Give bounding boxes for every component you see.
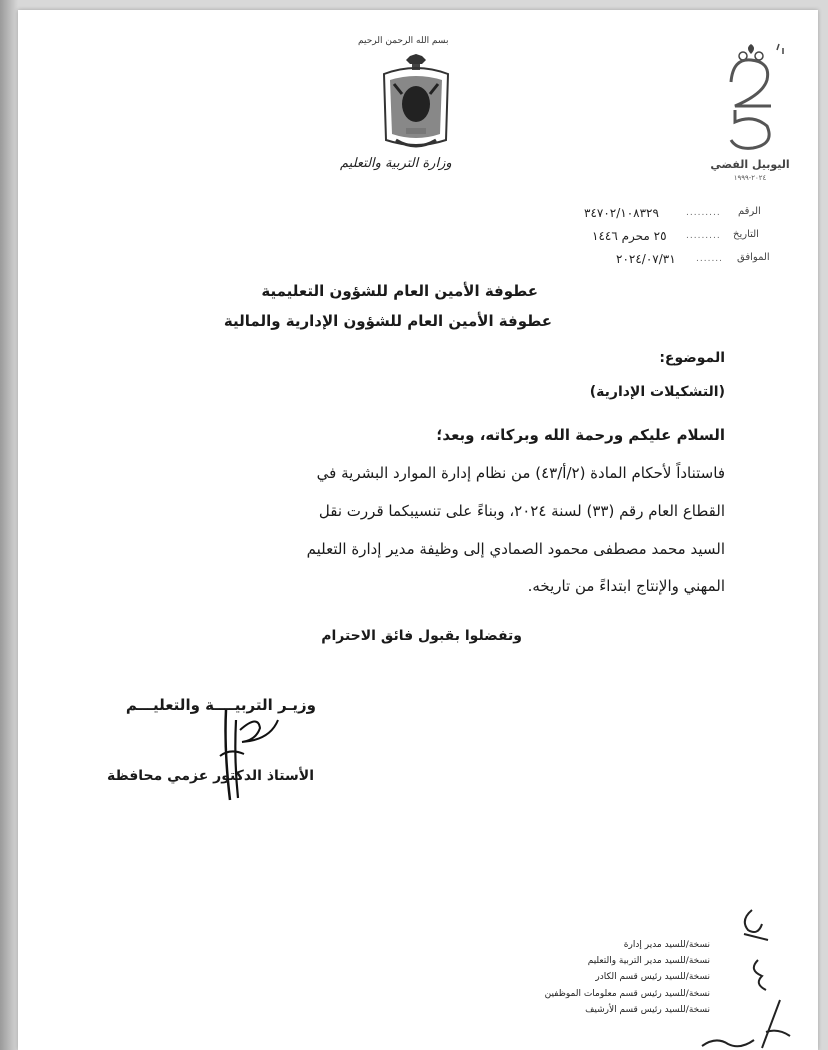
addressee-1: عطوفة الأمين العام للشؤون التعليمية <box>261 282 538 300</box>
body-line-4: المهني والإنتاج ابتداءً من تاريخه. <box>527 577 725 595</box>
scan-edge-shadow <box>0 0 18 1050</box>
handwritten-margin-note <box>718 900 808 1050</box>
basmala: بسم الله الرحمن الرحيم <box>358 36 449 46</box>
cc-item: نسخة/للسيد رئيس قسم الأرشيف <box>585 1005 710 1015</box>
letter-page <box>18 10 818 1050</box>
reference-date-value: ٢٥ محرم ١٤٤٦ <box>592 229 667 243</box>
jubilee-title: اليوبيل الفضي <box>710 158 790 171</box>
signature-title: وزيـر التربيــــة والتعليـــم <box>125 696 316 714</box>
body-line-1: فاستناداً لأحكام المادة (٢/أ/٤٣) من نظام إدارة الموارد البشرية في <box>316 464 725 482</box>
coat-of-arms-icon <box>376 54 456 154</box>
reference-corresponding-dots: ....... <box>696 254 724 264</box>
reference-date-dots: ......... <box>686 231 721 241</box>
reference-number-value: ٣٤٧٠٢/١٠٨٣٢٩ <box>584 206 659 220</box>
jubilee-years: ٢٠٢٤-١٩٩٩ <box>733 174 767 182</box>
reference-date-label: التاريخ <box>733 229 759 240</box>
cc-item: نسخة/للسيد رئيس قسم الكادر <box>595 972 710 982</box>
cc-item: نسخة/للسيد مدير التربية والتعليم <box>587 956 710 966</box>
silver-jubilee-logo <box>713 40 789 156</box>
subject-label: الموضوع: <box>659 350 725 366</box>
cc-item: نسخة/للسيد رئيس قسم معلومات الموظفين <box>544 989 710 999</box>
body-line-2: القطاع العام رقم (٣٣) لسنة ٢٠٢٤، وبناءً على تنسيبكما قررت نقل <box>318 502 725 520</box>
closing-phrase: وتفضلوا بقبول فائق الاحترام <box>321 628 522 644</box>
addressee-2: عطوفة الأمين العام للشؤون الإدارية والمالية <box>223 312 552 330</box>
reference-number-dots: ......... <box>686 208 721 218</box>
reference-number-label: الرقم <box>738 206 761 217</box>
reference-corresponding-label: الموافق <box>737 252 770 263</box>
subject-value: (التشكيلات الإدارية) <box>589 384 725 400</box>
signatory-name: الأستاذ الدكتور عزمي محافظة <box>106 768 314 784</box>
handwritten-scribble <box>698 1034 758 1050</box>
greeting: السلام عليكم ورحمة الله وبركاته، وبعد؛ <box>436 426 725 444</box>
body-line-3: السيد محمد مصطفى محمود الصمادي إلى وظيفة مدير إدارة التعليم <box>306 540 725 558</box>
reference-corresponding-value: ٢٠٢٤/٠٧/٣١ <box>616 252 676 266</box>
handwritten-signature <box>200 700 290 810</box>
ministry-name: وزارة التربية والتعليم <box>340 156 452 171</box>
cc-item: نسخة/للسيد مدير إدارة <box>623 940 710 950</box>
